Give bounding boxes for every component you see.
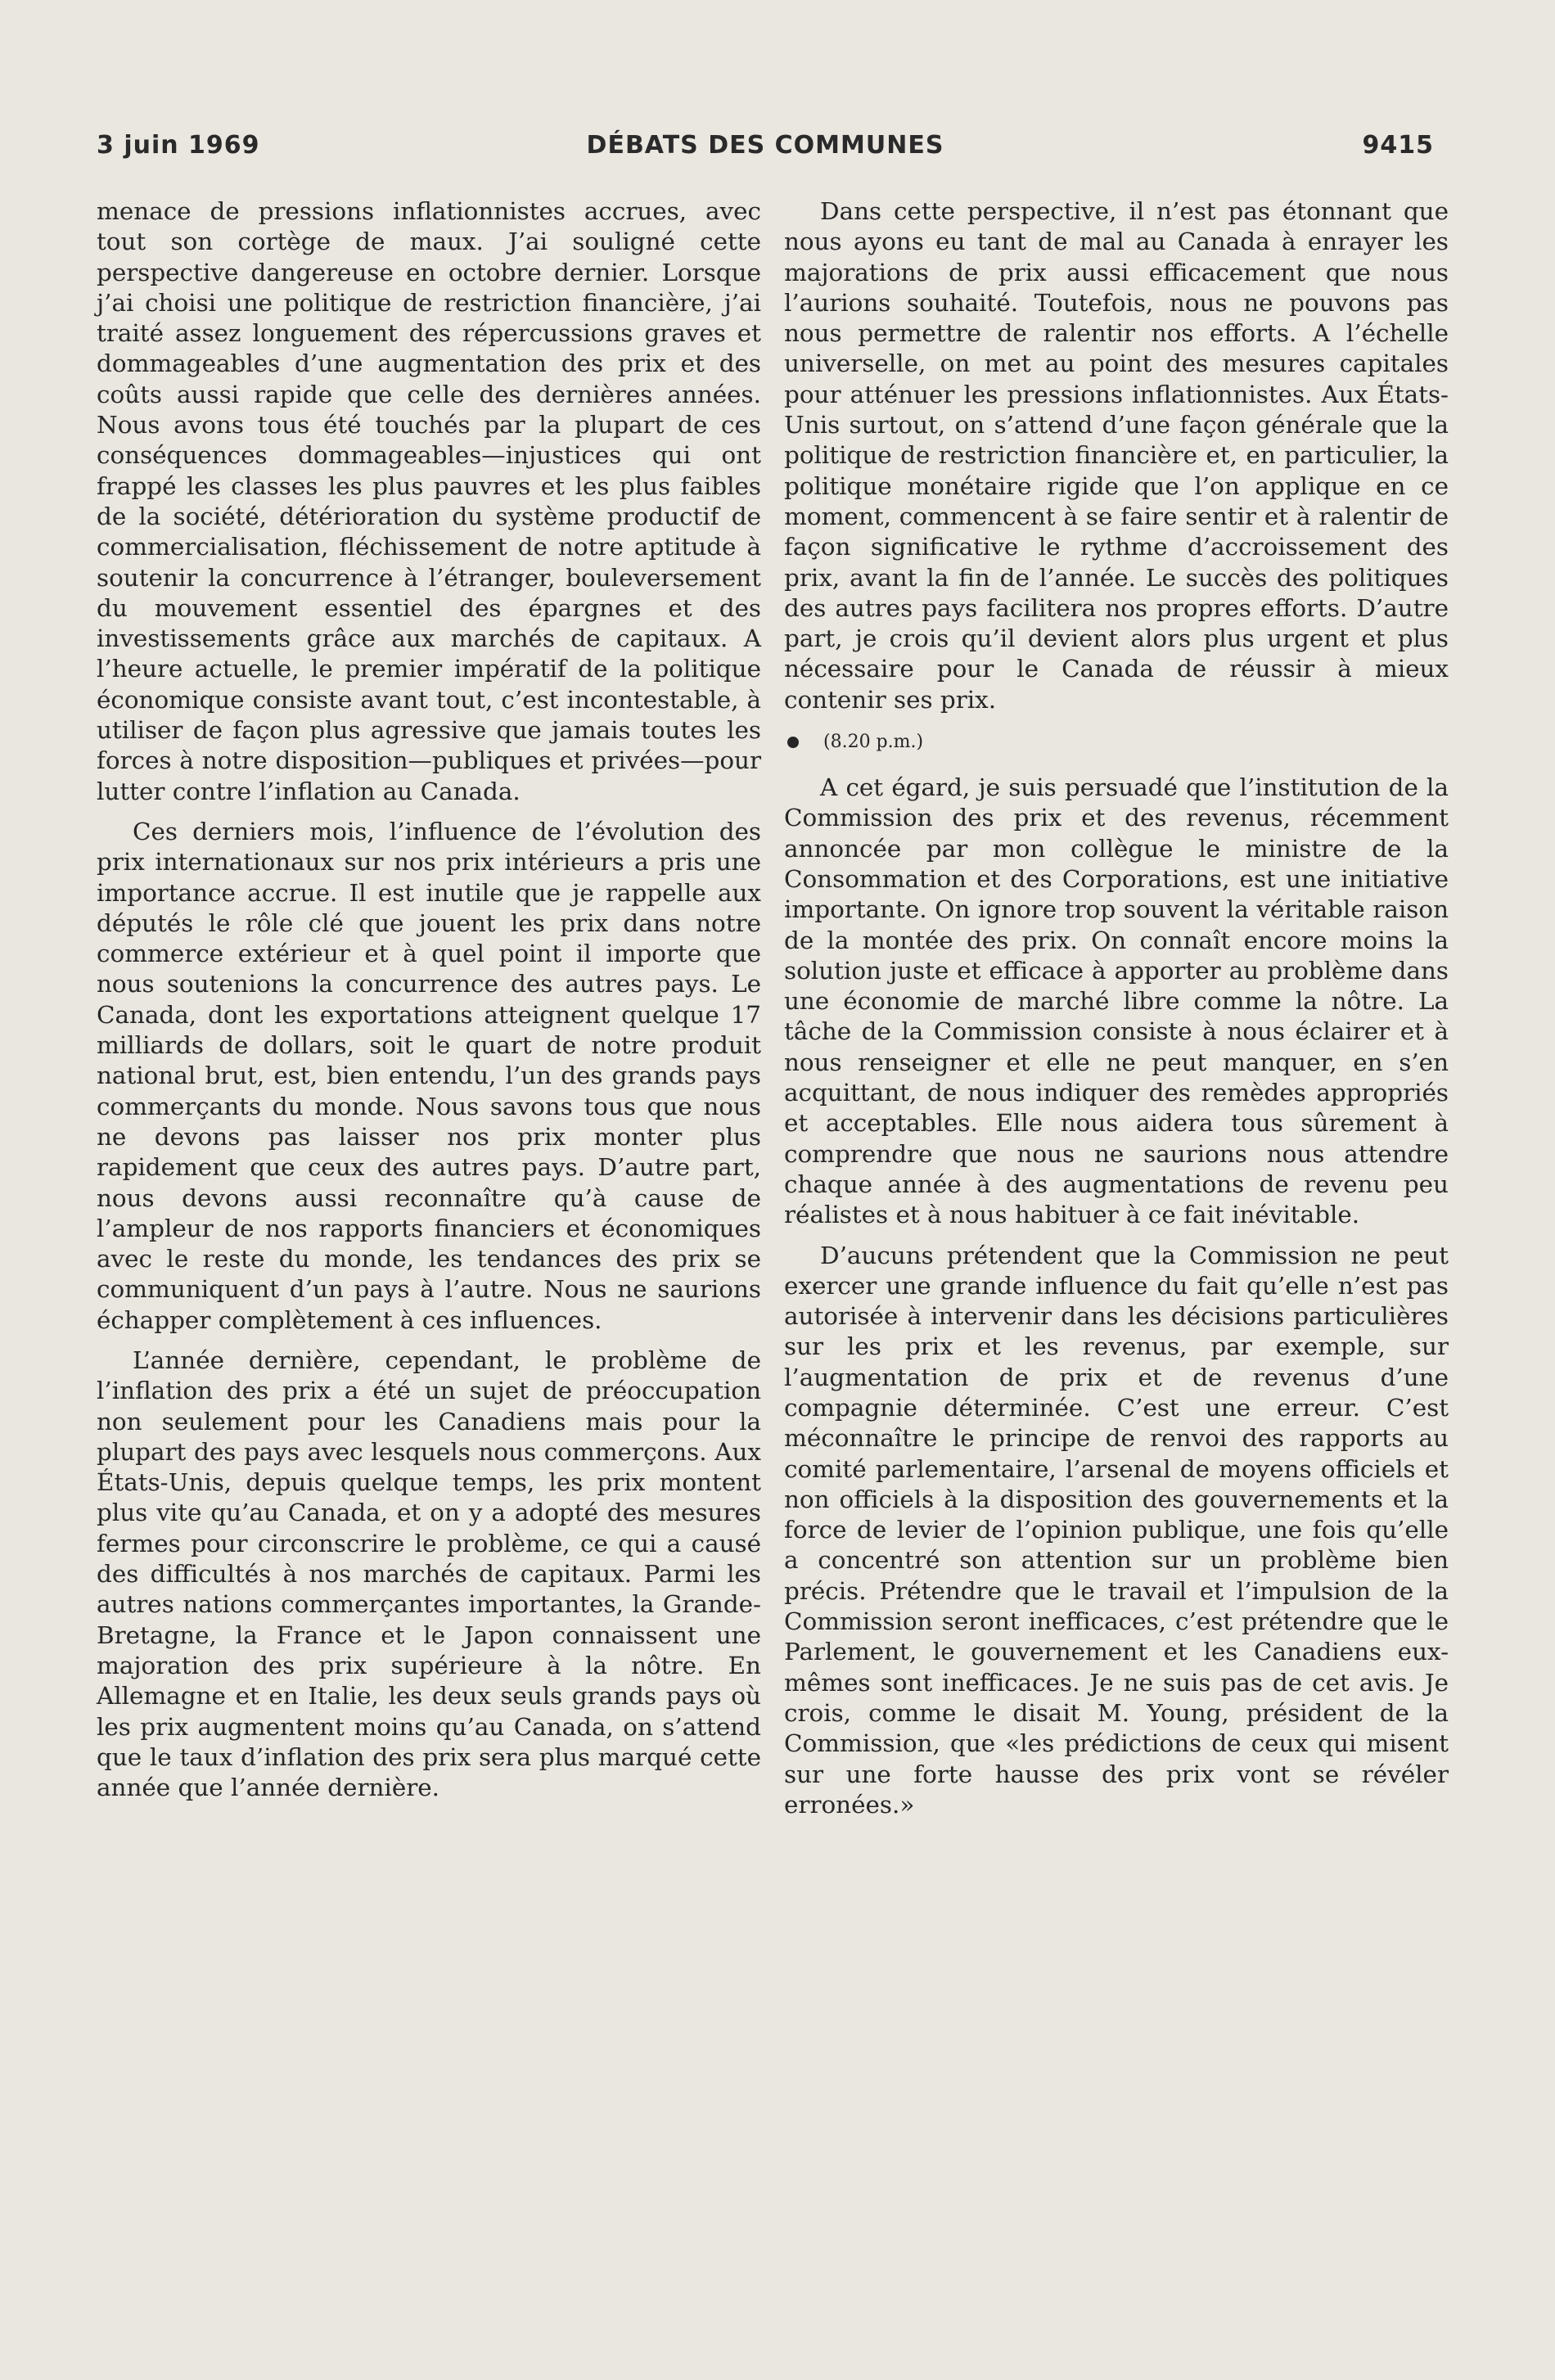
bullet-dot-icon xyxy=(787,737,799,748)
header-title: DÉBATS DES COMMUNES xyxy=(586,131,944,160)
left-paragraph-1: menace de pressions inflationnistes accrues, avec tout son cortège de maux. J’ai souligné cette perspective dangereuse en octobre dernier. Lorsque j’ai choisi une politique de restriction financière, j’ai traité assez longuement des répercussions graves et dommageables d’une augmentation des prix et des coûts aussi rapide que celle des dernières années. Nous avons tous été touchés par la plupart de ces conséquences dommageables—injustices qui ont frappé les classes les plus pauvres et les plus faibles de la société, détérioration du système productif de commercialisation, fléchissement de notre aptitude à soutenir la concurrence à l’étranger, bouleversement du mouvement essentiel des épargnes et des investissements grâce aux marchés de capitaux. A l’heure actuelle, le premier impératif de la politique économique consiste avant tout, c’est incontestable, à utiliser de façon plus agressive que jamais toutes les forces à notre disposition—publiques et privées—pour lutter contre l’inflation au Canada. xyxy=(97,197,761,805)
right-paragraph-2: A cet égard, je suis persuadé que l’institution de la Commission des prix et des revenus, récemment annoncée par mon collègue le ministre de la Consommation et des Corporations, est une initiative importante. On ignore trop souvent la véritable raison de la montée des prix. On connaît encore moins la solution juste et efficace à apporter au problème dans une économie de marché libre comme la nôtre. La tâche de la Commission consiste à nous éclairer et à nous renseigner et elle ne peut manquer, en s’en acquittant, de nous indiquer des remèdes appropriés et acceptables. Elle nous aidera tous sûrement à comprendre que nous ne saurions nous attendre chaque année à des augmentations de revenu peu réalistes et à nous habituer à ce fait inévitable. xyxy=(784,773,1449,1229)
time-marker-text: (8.20 p.m.) xyxy=(823,732,924,753)
left-paragraph-2: Ces derniers mois, l’influence de l’évolution des prix internationaux sur nos prix intérieurs a pris une importance accrue. Il est inutile que je rappelle aux députés le rôle clé que jouent les prix dans notre commerce extérieur et à quel point il importe que nous soutenions la concurrence des autres pays. Le Canada, dont les exportations atteignent quelque 17 milliards de dollars, soit le quart de notre produit national brut, est, bien entendu, l’un des grands pays commerçants du monde. Nous savons tous que nous ne devons pas laisser nos prix monter plus rapidement que ceux des autres pays. D’autre part, nous devons aussi reconnaître qu’à cause de l’ampleur de nos rapports financiers et économiques avec le reste du monde, les tendances des prix se communiquent d’un pays à l’autre. Nous ne saurions échapper complètement à ces influences. xyxy=(97,817,761,1334)
time-marker xyxy=(784,730,1449,755)
page-header xyxy=(97,131,1434,167)
right-paragraph-3: D’aucuns prétendent que la Commission ne peut exercer une grande influence du fait qu’elle n’est pas autorisée à intervenir dans les décisions particulières sur les prix et les revenus, par exemple, sur l’augmentation de prix et de revenus d’une compagnie déterminée. C’est une erreur. C’est méconnaître le principe de renvoi des rapports au comité parlementaire, l’arsenal de moyens officiels et non officiels à la disposition des gouvernements et la force de levier de l’opinion publique, une fois qu’elle a concentré son attention sur un problème bien précis. Prétendre que le travail et l’impulsion de la Commission seront inefficaces, c’est prétendre que le Parlement, le gouvernement et les Canadiens eux-mêmes sont inefficaces. Je ne suis pas de cet avis. Je crois, comme le disait M. Young, président de la Commission, que «les prédictions de ceux qui misent sur une forte hausse des prix vont se révéler erronées.» xyxy=(784,1241,1449,1819)
left-paragraph-3: L’année dernière, cependant, le problème de l’inflation des prix a été un sujet de préoccupation non seulement pour les Canadiens mais pour la plupart des pays avec lesquels nous commerçons. Aux États-Unis, depuis quelque temps, les prix montent plus vite qu’au Canada, et on y a adopté des mesures fermes pour circonscrire le problème, ce qui a causé des difficultés à nos marchés de capitaux. Parmi les autres nations commerçantes importantes, la Grande-Bretagne, la France et le Japon connaissent une majoration des prix supérieure à la nôtre. En Allemagne et en Italie, les deux seuls grands pays où les prix augmentent moins qu’au Canada, on s’attend que le taux d’inflation des prix sera plus marqué cette année que l’année dernière. xyxy=(97,1346,761,1802)
header-date: 3 juin 1969 xyxy=(97,131,260,160)
left-column xyxy=(97,196,761,1813)
header-page-number: 9415 xyxy=(1362,131,1434,160)
right-paragraph-1: Dans cette perspective, il n’est pas étonnant que nous ayons eu tant de mal au Canada à enrayer les majorations de prix aussi efficacement que nous l’aurions souhaité. Toutefois, nous ne pouvons pas nous permettre de ralentir nos efforts. A l’échelle universelle, on met au point des mesures capitales pour atténuer les pressions inflationnistes. Aux États-Unis surtout, on s’attend d’une façon générale que la politique de restriction financière et, en particulier, la politique monétaire rigide que l’on applique en ce moment, commencent à se faire sentir et à ralentir de façon significative le rythme d’accroissement des prix, avant la fin de l’année. Le succès des politiques des autres pays facilitera nos propres efforts. D’autre part, je crois qu’il devient alors plus urgent et plus nécessaire pour le Canada de réussir à mieux contenir ses prix. xyxy=(784,197,1449,714)
right-column xyxy=(784,196,1449,1830)
